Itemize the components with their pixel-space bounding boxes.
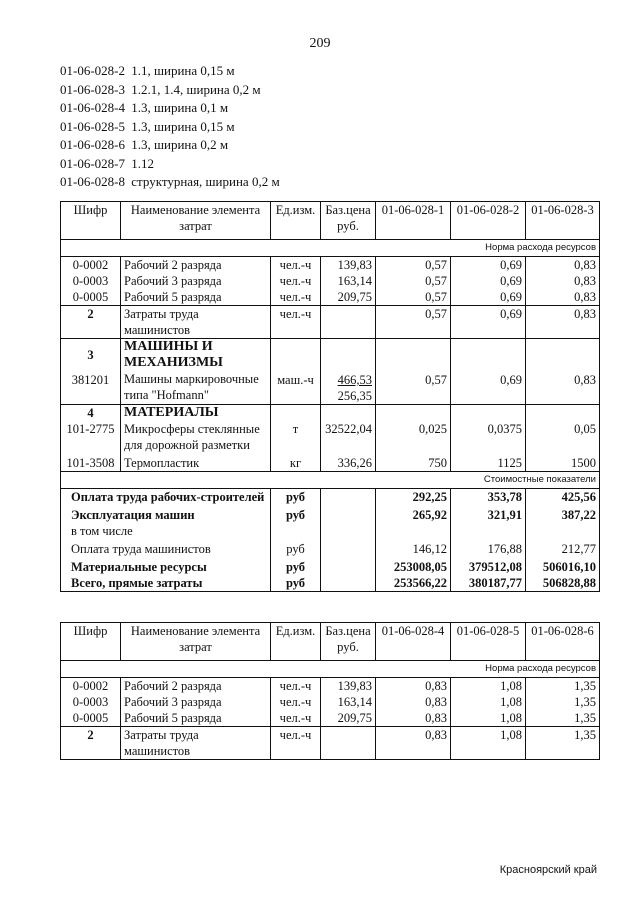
cell-value: 1125 xyxy=(451,453,526,472)
cost-price xyxy=(321,539,376,557)
cell-price: 163,14 xyxy=(321,273,376,289)
item-code: 101-2775 xyxy=(66,422,115,436)
cell-value: 0,83 xyxy=(376,710,451,727)
cell-value: 0,57 xyxy=(376,273,451,289)
code-list-item xyxy=(60,155,280,174)
cell-price: 163,14 xyxy=(321,694,376,710)
header-price: Баз.цена руб. xyxy=(321,202,376,240)
header-unit: Ед.изм. xyxy=(271,623,321,661)
cell-code: 0-0002 xyxy=(61,678,121,695)
code: 01-06-028-7 xyxy=(60,155,125,171)
cell-price: 32522,04 xyxy=(321,405,376,454)
cell-name: Затраты труда машинистов xyxy=(121,306,271,339)
cost-unit: руб xyxy=(271,557,321,575)
code: 01-06-028-2 xyxy=(60,63,125,78)
cell-value: 0,57 xyxy=(376,306,451,339)
cell-price xyxy=(321,339,376,405)
cost-value: 146,12 xyxy=(376,539,451,557)
header-name: Наименование элемента затрат xyxy=(121,623,271,661)
cell-value: 0,83 xyxy=(376,727,451,760)
cost-value xyxy=(451,523,526,539)
cell-price: 209,75 xyxy=(321,289,376,306)
header-col: 01-06-028-4 xyxy=(376,623,451,661)
cell-unit: чел.-ч xyxy=(271,306,321,339)
cost-unit: руб xyxy=(271,575,321,592)
header-col: 01-06-028-1 xyxy=(376,202,451,240)
cell-name: Рабочий 5 разряда xyxy=(121,289,271,306)
cost-price xyxy=(321,575,376,592)
cell-code: 0-0005 xyxy=(61,289,121,306)
cell-price: 139,83 xyxy=(321,678,376,695)
cost-value: 212,77 xyxy=(526,539,600,557)
cost-price xyxy=(321,557,376,575)
section-title: МАТЕРИАЛЫ xyxy=(124,405,219,420)
code: 01-06-028-3 xyxy=(60,81,125,97)
cell-value: 1,35 xyxy=(526,727,600,760)
cost-name: в том числе xyxy=(61,523,271,539)
cell-code: 2 xyxy=(61,727,121,760)
table-row xyxy=(61,453,600,472)
page-number: 209 xyxy=(309,36,331,51)
cell-code xyxy=(61,339,121,405)
cell-value: 0,83 xyxy=(526,257,600,274)
header-col: 01-06-028-5 xyxy=(451,623,526,661)
cost-value: 253008,05 xyxy=(376,557,451,575)
norm-label-row xyxy=(61,661,600,678)
cell-code: 0-0003 xyxy=(61,273,121,289)
cost-name: Материальные ресурсы xyxy=(61,557,271,575)
cost-value: 292,25 xyxy=(376,489,451,506)
labor-row xyxy=(61,727,600,760)
cell-value: 0,57 xyxy=(376,339,451,405)
cell-value: 0,69 xyxy=(451,289,526,306)
cell-value: 0,83 xyxy=(526,306,600,339)
cell-code: 2 xyxy=(61,306,121,339)
table-header-row xyxy=(61,202,600,240)
table-row xyxy=(61,289,600,306)
header-shifr: Шифр xyxy=(61,202,121,240)
cost-unit: руб xyxy=(271,505,321,523)
norm-label: Норма расхода ресурсов xyxy=(61,240,600,257)
header-col: 01-06-028-6 xyxy=(526,623,600,661)
cost-value: 506016,10 xyxy=(526,557,600,575)
header-price: Баз.цена руб. xyxy=(321,623,376,661)
cell-code: 101-3508 xyxy=(61,453,121,472)
cell-value: 0,83 xyxy=(526,289,600,306)
cell-value: 0,69 xyxy=(451,273,526,289)
cell-value: 0,83 xyxy=(526,339,600,405)
resource-table-2 xyxy=(60,622,600,760)
norm-label-row xyxy=(61,240,600,257)
cell-unit: чел.-ч xyxy=(271,289,321,306)
cell-value: 0,69 xyxy=(451,339,526,405)
section-code: 4 xyxy=(87,406,94,420)
cost-unit: руб xyxy=(271,489,321,506)
cell-price xyxy=(321,306,376,339)
table-header-row xyxy=(61,623,600,661)
cost-price xyxy=(321,523,376,539)
cell-price: 336,26 xyxy=(321,453,376,472)
cost-value: 506828,88 xyxy=(526,575,600,592)
header-col: 01-06-028-2 xyxy=(451,202,526,240)
table-row xyxy=(61,694,600,710)
header-unit: Ед.изм. xyxy=(271,202,321,240)
cell-price: 209,75 xyxy=(321,710,376,727)
code-list-item xyxy=(60,62,280,81)
machines-row xyxy=(61,339,600,405)
materials-row xyxy=(61,405,600,454)
cell-price xyxy=(321,727,376,760)
cell-unit: чел.-ч xyxy=(271,727,321,760)
cell-value: 0,83 xyxy=(526,273,600,289)
cost-row xyxy=(61,523,600,539)
cell-code: 0-0005 xyxy=(61,710,121,727)
cost-unit: руб xyxy=(271,539,321,557)
header-shifr: Шифр xyxy=(61,623,121,661)
item-name: Микросферы стеклянные для дорожной разметки xyxy=(124,422,260,452)
code-desc: 1.3, ширина 0,1 м xyxy=(131,100,229,115)
cell-code: 0-0002 xyxy=(61,257,121,274)
cell-price: 139,83 xyxy=(321,257,376,274)
cost-value: 176,88 xyxy=(451,539,526,557)
section-code: 3 xyxy=(87,348,94,362)
cell-name: Затраты труда машинистов xyxy=(121,727,271,760)
cell-unit: т xyxy=(271,405,321,454)
cell-name xyxy=(121,339,271,405)
cell-unit: маш.-ч xyxy=(271,339,321,405)
cost-value: 321,91 xyxy=(451,505,526,523)
cell-unit: кг xyxy=(271,453,321,472)
cost-name: Эксплуатация машин xyxy=(61,505,271,523)
cell-value: 0,69 xyxy=(451,257,526,274)
cell-value: 0,57 xyxy=(376,289,451,306)
cost-label-row xyxy=(61,472,600,489)
item-name: Машины маркировочные типа "Hofmann" xyxy=(124,372,259,402)
code-list xyxy=(60,62,280,192)
cost-name: Всего, прямые затраты xyxy=(61,575,271,592)
cell-name xyxy=(121,405,271,454)
cell-unit: чел.-ч xyxy=(271,678,321,695)
price-primary: 466,53 xyxy=(337,373,372,387)
cost-row xyxy=(61,539,600,557)
cell-value: 1,08 xyxy=(451,710,526,727)
table-row xyxy=(61,710,600,727)
cost-row xyxy=(61,575,600,592)
cell-name: Рабочий 2 разряда xyxy=(121,678,271,695)
cost-value: 425,56 xyxy=(526,489,600,506)
code-list-item xyxy=(60,136,280,155)
table-row xyxy=(61,273,600,289)
labor-row xyxy=(61,306,600,339)
resource-table-1 xyxy=(60,201,600,592)
code-desc: структурная, ширина 0,2 м xyxy=(131,174,280,189)
cell-name: Рабочий 2 разряда xyxy=(121,257,271,274)
code: 01-06-028-4 xyxy=(60,100,125,115)
cost-value: 353,78 xyxy=(451,489,526,506)
cost-value: 387,22 xyxy=(526,505,600,523)
cost-row xyxy=(61,505,600,523)
cost-value xyxy=(376,523,451,539)
cell-unit: чел.-ч xyxy=(271,257,321,274)
code-desc: 1.3, ширина 0,15 м xyxy=(131,118,235,134)
code-desc: 1.2.1, 1.4, ширина 0,2 м xyxy=(131,81,261,97)
cell-unit: чел.-ч xyxy=(271,694,321,710)
cell-unit: чел.-ч xyxy=(271,273,321,289)
cost-price xyxy=(321,489,376,506)
section-title: МАШИНЫ И МЕХАНИЗМЫ xyxy=(124,339,223,370)
cost-name: Оплата труда машинистов xyxy=(61,539,271,557)
cell-value: 0,83 xyxy=(376,678,451,695)
cost-unit xyxy=(271,523,321,539)
cell-code xyxy=(61,405,121,454)
code: 01-06-028-5 xyxy=(60,118,125,134)
cell-name: Рабочий 5 разряда xyxy=(121,710,271,727)
price-secondary: 256,35 xyxy=(337,389,372,403)
cost-price xyxy=(321,505,376,523)
code-list-item xyxy=(60,81,280,100)
cell-value: 0,0375 xyxy=(451,405,526,454)
item-code: 381201 xyxy=(71,373,110,387)
cell-unit: чел.-ч xyxy=(271,710,321,727)
table-row xyxy=(61,257,600,274)
code-desc: 1.12 xyxy=(131,155,154,171)
code: 01-06-028-6 xyxy=(60,137,125,152)
cell-value: 1,08 xyxy=(451,727,526,760)
cell-value: 1,35 xyxy=(526,694,600,710)
cell-value: 1,08 xyxy=(451,678,526,695)
cell-value: 1,35 xyxy=(526,678,600,695)
cell-name: Рабочий 3 разряда xyxy=(121,273,271,289)
cell-value: 0,05 xyxy=(526,405,600,454)
header-col: 01-06-028-3 xyxy=(526,202,600,240)
cost-name: Оплата труда рабочих-строителей xyxy=(61,489,271,506)
code-desc: 1.1, ширина 0,15 м xyxy=(131,63,235,78)
cell-value: 0,025 xyxy=(376,405,451,454)
code-list-item xyxy=(60,99,280,118)
cost-value: 380187,77 xyxy=(451,575,526,592)
norm-label: Норма расхода ресурсов xyxy=(61,661,600,678)
cost-value: 379512,08 xyxy=(451,557,526,575)
cell-code: 0-0003 xyxy=(61,694,121,710)
cell-value: 750 xyxy=(376,453,451,472)
cell-value: 1,08 xyxy=(451,694,526,710)
cost-value: 265,92 xyxy=(376,505,451,523)
footer-region: Красноярский край xyxy=(499,864,597,876)
header-name: Наименование элемента затрат xyxy=(121,202,271,240)
code: 01-06-028-8 xyxy=(60,174,125,189)
cell-value: 0,69 xyxy=(451,306,526,339)
cell-value: 0,83 xyxy=(376,694,451,710)
cost-row xyxy=(61,489,600,506)
cell-value: 0,57 xyxy=(376,257,451,274)
cost-label: Стоимостные показатели xyxy=(61,472,600,489)
code-desc: 1.3, ширина 0,2 м xyxy=(131,137,229,152)
cost-value: 253566,22 xyxy=(376,575,451,592)
code-list-item xyxy=(60,173,280,192)
code-list-item xyxy=(60,118,280,137)
table-row xyxy=(61,678,600,695)
cost-row xyxy=(61,557,600,575)
cell-name: Термопластик xyxy=(121,453,271,472)
cell-value: 1,35 xyxy=(526,710,600,727)
cost-value xyxy=(526,523,600,539)
cell-name: Рабочий 3 разряда xyxy=(121,694,271,710)
cell-value: 1500 xyxy=(526,453,600,472)
